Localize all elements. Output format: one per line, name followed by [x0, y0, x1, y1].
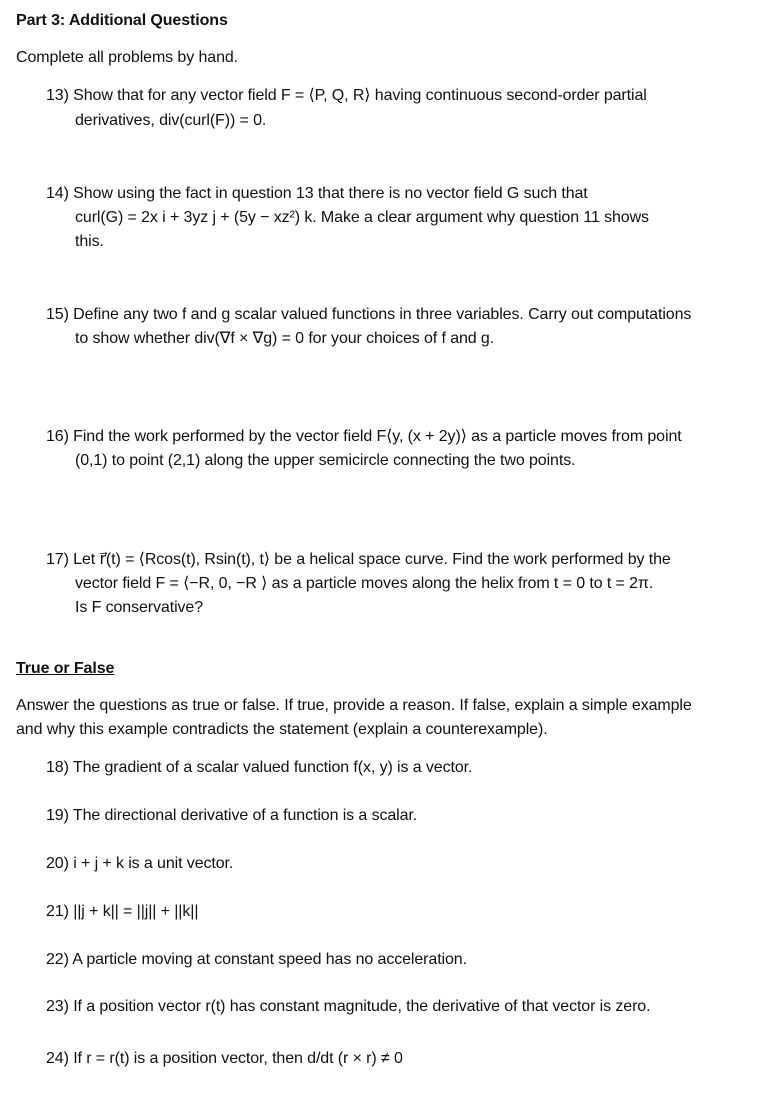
tf-item-text: If r = r(t) is a position vector, then d/dt (r × r) ≠ 0: [73, 1050, 403, 1067]
problem-16-line-1: 16) Find the work performed by the vector field F⟨y, (x + 2y)⟩ as a particle moves from point: [46, 428, 682, 445]
tf-item-text: i + j + k is a unit vector.: [73, 855, 234, 872]
tf-item-text: A particle moving at constant speed has no acceleration.: [72, 951, 467, 968]
problem-15-line-2: to show whether div(∇f × ∇g) = 0 for your choices of f and g.: [75, 330, 495, 347]
tf-instructions-line-2: and why this example contradicts the statement (explain a counterexample).: [16, 721, 548, 738]
tf-item-19: [46, 806, 417, 826]
problem-16-line-2: (0,1) to point (2,1) along the upper semicircle connecting the two points.: [75, 452, 576, 469]
tf-item-number: 22): [46, 951, 69, 968]
problem-17-line-3: Is F conservative?: [75, 599, 204, 616]
tf-instructions-line-1: Answer the questions as true or false. If true, provide a reason. If false, explain a simple example: [16, 697, 692, 714]
tf-item-24: [46, 1049, 403, 1069]
tf-item-18: [46, 758, 472, 778]
tf-item-23: [46, 997, 650, 1017]
tf-item-text: The directional derivative of a function is a scalar.: [72, 807, 418, 824]
problem-17-line-2: vector field F = ⟨−R, 0, −R ⟩ as a particle moves along the helix from t = 0 to t = 2π.: [75, 575, 654, 592]
problem-14-line-1: 14) Show using the fact in question 13 that there is no vector field G such that: [46, 185, 588, 202]
problem-13-line-2: derivatives, div(curl(F)) = 0.: [75, 112, 267, 129]
tf-item-number: 18): [46, 759, 69, 776]
tf-item-22: [46, 950, 467, 970]
problem-14-line-3: this.: [75, 233, 104, 250]
problem-14-line-2: curl(G) = 2x i + 3yz j + (5y − xz²) k. Make a clear argument why question 11 shows: [75, 209, 649, 226]
tf-item-text: If a position vector r(t) has constant magnitude, the derivative of that vector is zero.: [73, 998, 651, 1015]
tf-item-number: 23): [46, 998, 69, 1015]
tf-item-text: ||j + k|| = ||j|| + ||k||: [73, 903, 199, 920]
instructions: Complete all problems by hand.: [16, 49, 239, 66]
problem-15-line-1: 15) Define any two f and g scalar valued functions in three variables. Carry out computations: [46, 306, 692, 323]
tf-item-number: 24): [46, 1050, 69, 1067]
tf-item-number: 20): [46, 855, 69, 872]
tf-item-text: The gradient of a scalar valued function f(x, y) is a vector.: [72, 759, 473, 776]
tf-heading: True or False: [16, 660, 115, 677]
tf-item-20: [46, 854, 233, 874]
tf-item-number: 21): [46, 903, 69, 920]
part-heading: Part 3: Additional Questions: [16, 12, 228, 29]
tf-item-21: [46, 902, 198, 922]
problem-13-line-1: 13) Show that for any vector field F = ⟨P, Q, R⟩ having continuous second-order partial: [46, 87, 647, 104]
problem-17-line-1: 17) Let r⃗(t) = ⟨Rcos(t), Rsin(t), t⟩ be a helical space curve. Find the work performed by the: [46, 551, 671, 568]
tf-item-number: 19): [46, 807, 69, 824]
